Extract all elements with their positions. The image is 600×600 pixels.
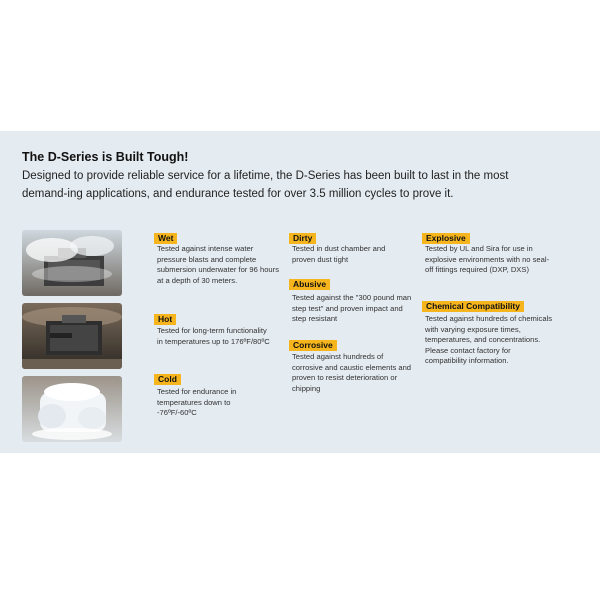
heat-test-photo	[22, 303, 122, 369]
wet-label: Wet	[154, 233, 177, 244]
abusive-label: Abusive	[289, 279, 330, 290]
chemical-compatibility-description: Tested against hundreds of chemicals with varying exposure times, temperatures, and concentrations. Please contact factory for compatibility information.	[425, 314, 553, 366]
page-title: The D-Series is Built Tough!	[22, 150, 189, 164]
corrosive-label: Corrosive	[289, 340, 337, 351]
hot-label: Hot	[154, 314, 176, 325]
chemical-compatibility-label: Chemical Compatibility	[422, 301, 524, 312]
explosive-description: Tested by UL and Sira for use in explosive environments with no seal-off fittings required (DXP, DXS)	[425, 244, 550, 275]
frozen-ice-test-photo	[22, 376, 122, 442]
water-spray-test-photo	[22, 230, 122, 296]
corrosive-description: Tested against hundreds of corrosive and caustic elements and proven to resist deterioration or chipping	[292, 352, 412, 393]
abusive-description: Tested against the "300 pound man step test" and proven impact and step resistant	[292, 293, 412, 324]
intro-paragraph: Designed to provide reliable service for a lifetime, the D-Series has been built to last in the most demand-ing applications, and endurance tested for over 3.5 million cycles to prove it.	[22, 170, 509, 200]
wet-description: Tested against intense water pressure blasts and complete submersion underwater for 96 hours at a depth of 30 meters.	[157, 244, 279, 285]
hot-description: Tested for long-term functionality in temperatures up to 176ºF/80ºC	[157, 326, 270, 346]
explosive-label: Explosive	[422, 233, 470, 244]
cold-label: Cold	[154, 374, 181, 385]
dirty-description: Tested in dust chamber and proven dust tight	[292, 244, 386, 264]
cold-description: Tested for endurance in temperatures down to -76ºF/-60ºC	[157, 387, 237, 418]
dirty-label: Dirty	[289, 233, 316, 244]
